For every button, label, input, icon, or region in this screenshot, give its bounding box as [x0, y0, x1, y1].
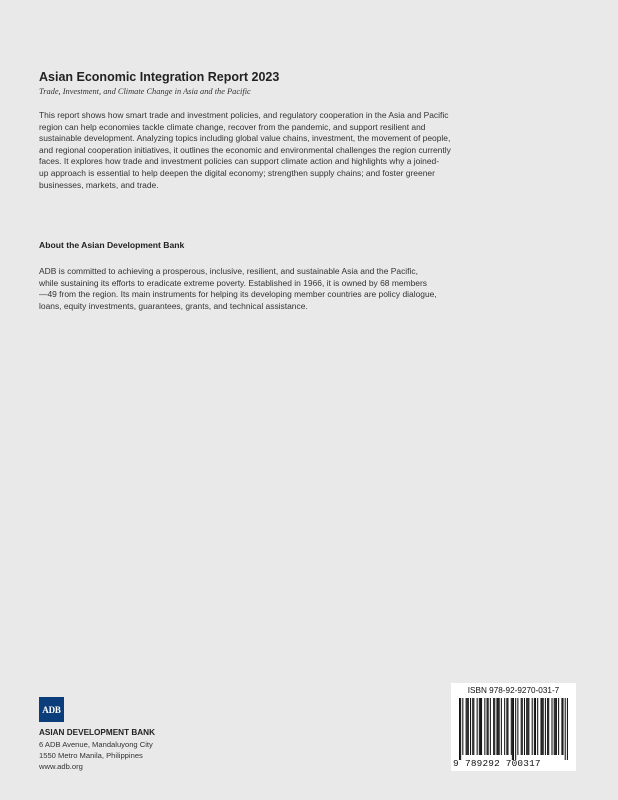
barcode-bar — [521, 698, 522, 755]
barcode-bar — [542, 698, 543, 755]
summary-line: and regional cooperation initiatives, it outlines the economic and environmental challenges the region currently — [39, 144, 451, 155]
barcode-bar — [526, 698, 527, 755]
barcode-bar — [498, 698, 499, 755]
barcode-bar — [532, 698, 533, 755]
barcode-bar — [567, 698, 568, 760]
isbn-remaining-digits: 789292 700317 — [465, 758, 541, 769]
adb-logo-text: ADB — [42, 704, 61, 715]
barcode-bar — [515, 698, 516, 760]
isbn-barcode — [451, 683, 576, 771]
barcode-bar — [543, 698, 544, 755]
barcode-bar — [472, 698, 473, 755]
barcode-bar — [468, 698, 469, 755]
barcode-bar — [473, 698, 474, 755]
about-line: ADB is committed to achieving a prosperous, inclusive, resilient, and sustainable Asia and the Pacific, — [39, 266, 418, 276]
barcode-bar — [551, 698, 552, 755]
barcode-bar — [479, 698, 480, 755]
about-heading: About the Asian Development Bank — [39, 240, 185, 250]
barcode-bar — [561, 698, 562, 755]
barcode-bar — [540, 698, 541, 755]
publisher-website: www.adb.org — [39, 762, 83, 771]
barcode-bar — [488, 698, 489, 755]
barcode-bar — [513, 698, 514, 760]
barcode-bar — [466, 698, 467, 755]
report-subtitle: Trade, Investment, and Climate Change in Asia and the Pacific — [39, 87, 251, 96]
isbn-first-digit: 9 — [453, 758, 459, 769]
barcode-bar — [499, 698, 500, 755]
barcode-bar — [481, 698, 482, 755]
barcode-bar — [527, 698, 528, 755]
about-paragraph — [39, 266, 509, 312]
publisher-address-line: 1550 Metro Manila, Philippines — [39, 751, 143, 760]
barcode-bar — [528, 698, 529, 755]
barcode-bar — [480, 698, 481, 755]
about-line: —49 from the region. Its main instruments for helping its developing member countries are policy dialogue, — [39, 289, 437, 300]
barcode-bar — [535, 698, 536, 755]
barcode-bar — [524, 698, 525, 755]
barcode-bar — [462, 698, 463, 755]
barcode-bar — [545, 698, 546, 755]
barcode-bar — [467, 698, 468, 755]
barcode-bar — [548, 698, 549, 755]
barcode-bar — [501, 698, 502, 755]
barcode-bar — [565, 698, 566, 760]
barcode-bar — [547, 698, 548, 755]
summary-line: faces. It explores how trade and investment policies can support climate action and highlights why a joined- — [39, 156, 440, 167]
barcode-bar — [484, 698, 485, 755]
barcode-bar — [537, 698, 538, 755]
barcode-bar — [490, 698, 491, 755]
barcode-bar — [493, 698, 494, 755]
barcode-bar — [517, 698, 518, 755]
barcode-bar — [534, 698, 535, 755]
isbn-label: ISBN 978-92-9270-031-7 — [467, 686, 560, 695]
barcode-bar — [555, 698, 556, 755]
summary-line: businesses, markets, and trade. — [39, 179, 159, 190]
publisher-name: ASIAN DEVELOPMENT BANK — [39, 728, 155, 737]
barcode-bar — [496, 698, 497, 755]
barcode-bar — [459, 698, 460, 760]
about-line: loans, equity investments, guarantees, grants, and technical assistance. — [39, 300, 308, 311]
barcode-bar — [460, 698, 461, 760]
summary-line: up approach is essential to help deepen the digital economy; strengthen supply chains; and foster greener — [39, 167, 435, 178]
barcode-bar — [477, 698, 478, 755]
barcode-bars — [459, 698, 568, 760]
report-summary — [39, 110, 509, 191]
barcode-bar — [558, 698, 559, 755]
barcode-bar — [512, 698, 513, 760]
barcode-bar — [556, 698, 557, 755]
barcode-bar — [504, 698, 505, 755]
barcode-bar — [507, 698, 508, 755]
report-title: Asian Economic Integration Report 2023 — [39, 70, 280, 84]
barcode-bar — [470, 698, 471, 755]
summary-line: sustainable development. Analyzing topics including global value chains, investment, the movement of people, — [39, 133, 451, 144]
barcode-bar — [494, 698, 495, 755]
adb-logo — [39, 697, 64, 722]
barcode-bar — [487, 698, 488, 755]
barcode-bar — [522, 698, 523, 755]
about-line: while sustaining its efforts to eradicate extreme poverty. Established in 1966, it is owned by 68 members — [39, 277, 428, 288]
summary-line: This report shows how smart trade and investment policies, and regulatory cooperation in the Asia and Pacific — [39, 110, 449, 120]
summary-line: region can help economies tackle climate change, recover from the pandemic, and support resilient and — [39, 121, 426, 132]
barcode-bar — [562, 698, 563, 755]
barcode-bar — [511, 698, 512, 755]
publisher-address-line: 6 ADB Avenue, Mandaluyong City — [39, 740, 153, 749]
barcode-bar — [506, 698, 507, 755]
barcode-bar — [554, 698, 555, 755]
